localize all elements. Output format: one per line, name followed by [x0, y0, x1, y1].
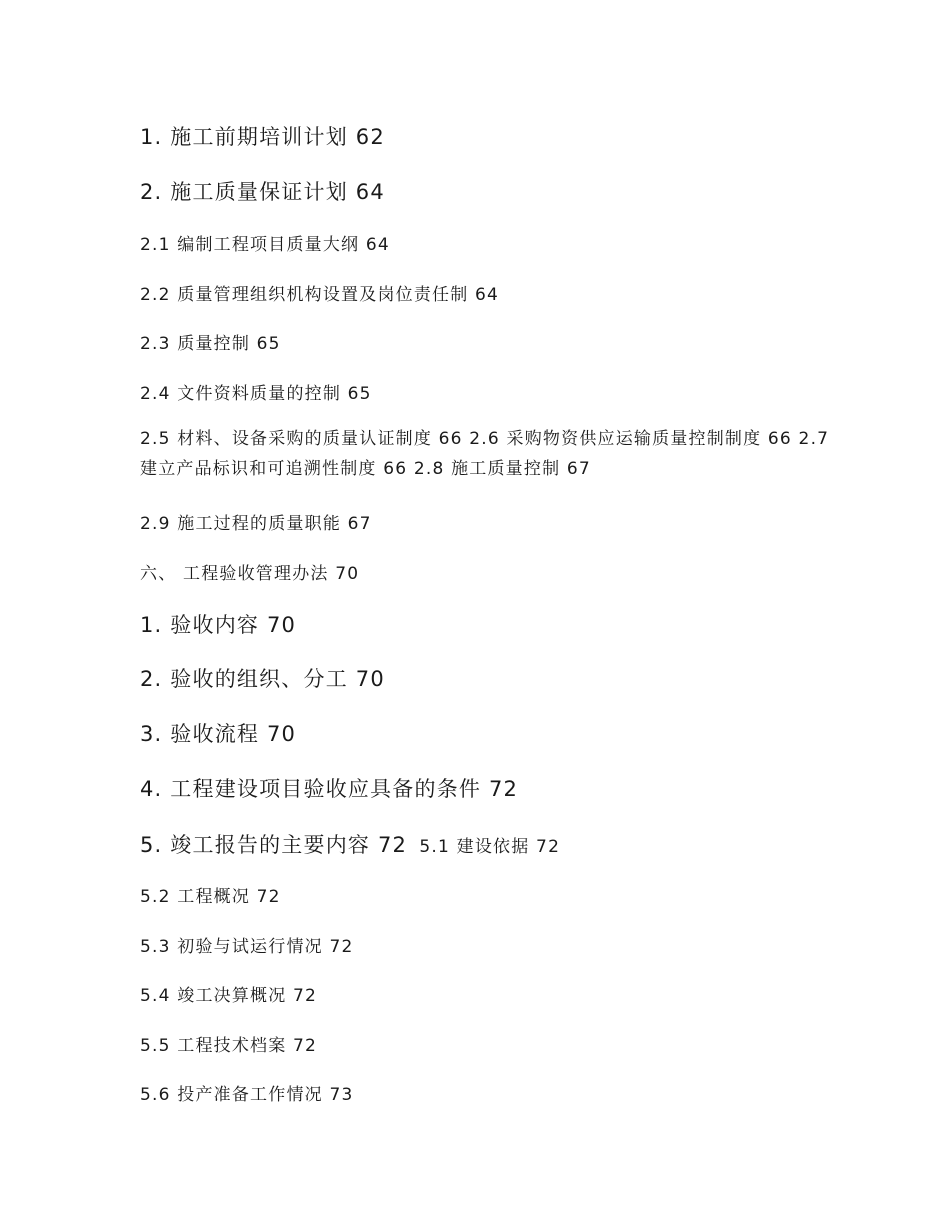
- toc-entry: 六、 工程验收管理办法 70: [140, 564, 360, 584]
- toc-entry: 2.1 编制工程项目质量大纲 64: [140, 235, 390, 255]
- toc-entry: 3. 验收流程 70: [140, 722, 297, 746]
- toc-entry: 2. 验收的组织、分工 70: [140, 667, 385, 691]
- toc-entry: 2. 施工质量保证计划 64: [140, 180, 385, 204]
- toc-entry-main: 5. 竣工报告的主要内容 72: [140, 833, 408, 857]
- toc-entry: 2.2 质量管理组织机构设置及岗位责任制 64: [140, 285, 500, 305]
- toc-entry: 1. 施工前期培训计划 62: [140, 125, 385, 149]
- toc-entry: 4. 工程建设项目验收应具备的条件 72: [140, 777, 519, 801]
- toc-entry: 2.4 文件资料质量的控制 65: [140, 384, 372, 404]
- toc-entry-combined: [140, 829, 830, 859]
- toc-entry: 5.6 投产准备工作情况 73: [140, 1085, 354, 1105]
- toc-entry-sub: 5.1 建设依据 72: [419, 837, 561, 857]
- toc-entry: 5.4 竣工决算概况 72: [140, 986, 318, 1006]
- toc-entry: 2.3 质量控制 65: [140, 334, 281, 354]
- toc-entry: 1. 验收内容 70: [140, 613, 297, 637]
- toc-entry: 5.5 工程技术档案 72: [140, 1036, 318, 1056]
- toc-entry: 2.9 施工过程的质量职能 67: [140, 514, 372, 534]
- toc-entry: 5.2 工程概况 72: [140, 887, 281, 907]
- toc-entry: 5.3 初验与试运行情况 72: [140, 937, 354, 957]
- toc-entry-multi: 2.5 材料、设备采购的质量认证制度 66 2.6 采购物资供应运输质量控制制度 66 2.7 建立产品标识和可追溯性制度 66 2.8 施工质量控制 67: [140, 429, 830, 479]
